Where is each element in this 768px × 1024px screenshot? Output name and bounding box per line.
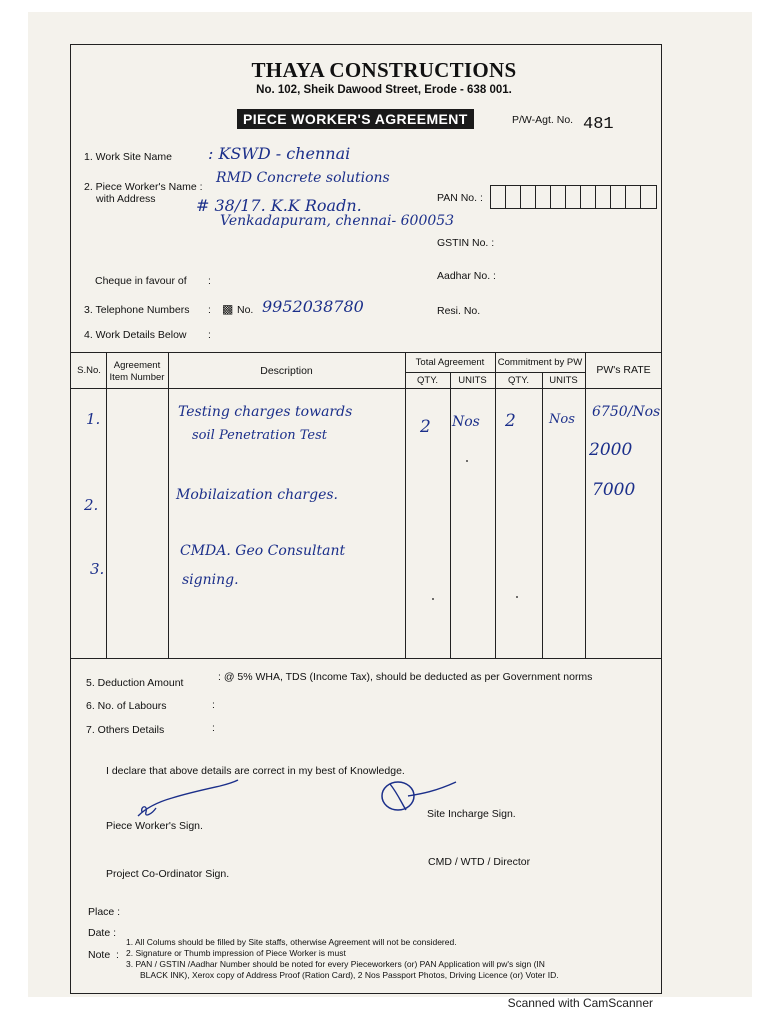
scanner-footer: Scanned with CamScanner — [507, 996, 653, 1010]
note-line-2: 2. Signature or Thumb impression of Piece Worker is must — [126, 948, 346, 958]
deduction-label: 5. Deduction Amount — [86, 677, 184, 689]
piece-worker-signature — [132, 778, 242, 826]
note-colon: : — [116, 949, 119, 961]
th-commitment: Commitment by PW — [497, 357, 583, 368]
th-agreement-2: Item Number — [109, 372, 165, 383]
row-1-units2: Nos — [549, 412, 575, 427]
others-label: 7. Others Details — [86, 724, 165, 736]
agt-no-label: P/W-Agt. No. — [512, 114, 574, 126]
th-qty-2: QTY. — [508, 375, 529, 386]
row-1-desc-line1: Testing charges towards — [178, 404, 353, 420]
note-line-3: 3. PAN / GSTIN /Aadhar Number should be noted for every Pieceworkers (or) PAN Application will pw's sign (IN — [126, 959, 545, 969]
work-site-label: 1. Work Site Name — [84, 151, 172, 163]
phone-value: 9952038780 — [262, 297, 364, 316]
work-details-colon: : — [208, 329, 211, 341]
piece-worker-sign-label: Piece Worker's Sign. — [106, 820, 203, 832]
row-3-desc-line2: signing. — [182, 572, 239, 588]
worker-address-line1: # 38/17. K.K Roadn. — [196, 196, 362, 215]
th-units-2: UNITS — [549, 375, 578, 386]
labours-colon: : — [212, 699, 215, 711]
company-name: THAYA CONSTRUCTIONS — [251, 58, 517, 82]
th-total-agreement: Total Agreement — [415, 357, 485, 368]
cheque-label: Cheque in favour of — [95, 275, 187, 287]
phone-label: 3. Telephone Numbers — [84, 304, 190, 316]
th-description: Description — [260, 365, 313, 377]
pan-label: PAN No. : — [437, 192, 483, 204]
phone-icon: ▩ — [222, 302, 234, 316]
note-line-4: BLACK INK), Xerox copy of Address Proof (Ration Card), 2 Nos Passport Photos, Driving Licence (or) Voter ID. — [140, 970, 559, 980]
agreement-banner: PIECE WORKER'S AGREEMENT — [237, 109, 474, 129]
worker-address-label: with Address — [96, 193, 156, 205]
project-coordinator-sign-label: Project Co-Ordinator Sign. — [106, 868, 230, 880]
worker-address-line2: Venkadapuram, chennai- 600053 — [220, 213, 455, 229]
cheque-colon: : — [208, 275, 211, 287]
note-label: Note — [88, 949, 111, 961]
row-2-rate: 7000 — [592, 480, 636, 500]
gstin-label: GSTIN No. : — [437, 237, 495, 249]
row-1-desc-line2: soil Penetration Test — [192, 428, 328, 443]
declaration-text: I declare that above details are correct in my best of Knowledge. — [106, 765, 405, 777]
site-incharge-sign-label: Site Incharge Sign. — [427, 808, 516, 820]
resi-label: Resi. No. — [437, 305, 481, 317]
agt-no-value: 481 — [583, 115, 614, 134]
worker-name-label: 2. Piece Worker's Name : — [84, 181, 203, 193]
place-label: Place : — [88, 906, 121, 918]
aadhar-label: Aadhar No. : — [437, 270, 496, 282]
company-address: No. 102, Sheik Dawood Street, Erode - 638 001. — [256, 84, 512, 96]
th-sno: S.No. — [77, 365, 101, 376]
row-1-rate: 6750/Nos — [592, 404, 661, 420]
row-1-units1: Nos — [452, 414, 480, 430]
phone-colon: : — [208, 304, 211, 316]
row-2-sno: 2. — [84, 496, 99, 514]
work-site-value: : KSWD - chennai — [208, 144, 351, 163]
phone-no-label: No. — [237, 304, 254, 316]
worker-name-value: RMD Concrete solutions — [216, 170, 390, 186]
labours-label: 6. No. of Labours — [86, 700, 167, 712]
cmd-sign-label: CMD / WTD / Director — [428, 856, 531, 868]
row-1-qty2: 2 — [505, 411, 516, 431]
work-details-label: 4. Work Details Below — [84, 329, 187, 341]
row-2-desc: Mobilaization charges. — [176, 487, 339, 503]
date-label: Date : — [88, 927, 117, 939]
th-units-1: UNITS — [458, 375, 487, 386]
note-line-1: 1. All Colums should be filled by Site staffs, otherwise Agreement will not be considered. — [126, 937, 457, 947]
row-1-qty1: 2 — [420, 417, 431, 437]
row-3-desc-line1: CMDA. Geo Consultant — [180, 543, 346, 559]
th-rate: PW's RATE — [596, 364, 651, 376]
th-agreement-1: Agreement — [113, 360, 161, 371]
th-qty-1: QTY. — [417, 375, 438, 386]
deduction-value: : @ 5% WHA, TDS (Income Tax), should be deducted as per Government norms — [218, 671, 593, 683]
others-colon: : — [212, 722, 215, 734]
row-3-sno: 3. — [90, 560, 105, 578]
row-1-sno: 1. — [86, 410, 101, 428]
row-1-rate-2: 2000 — [589, 440, 633, 460]
pan-boxes — [490, 185, 657, 209]
